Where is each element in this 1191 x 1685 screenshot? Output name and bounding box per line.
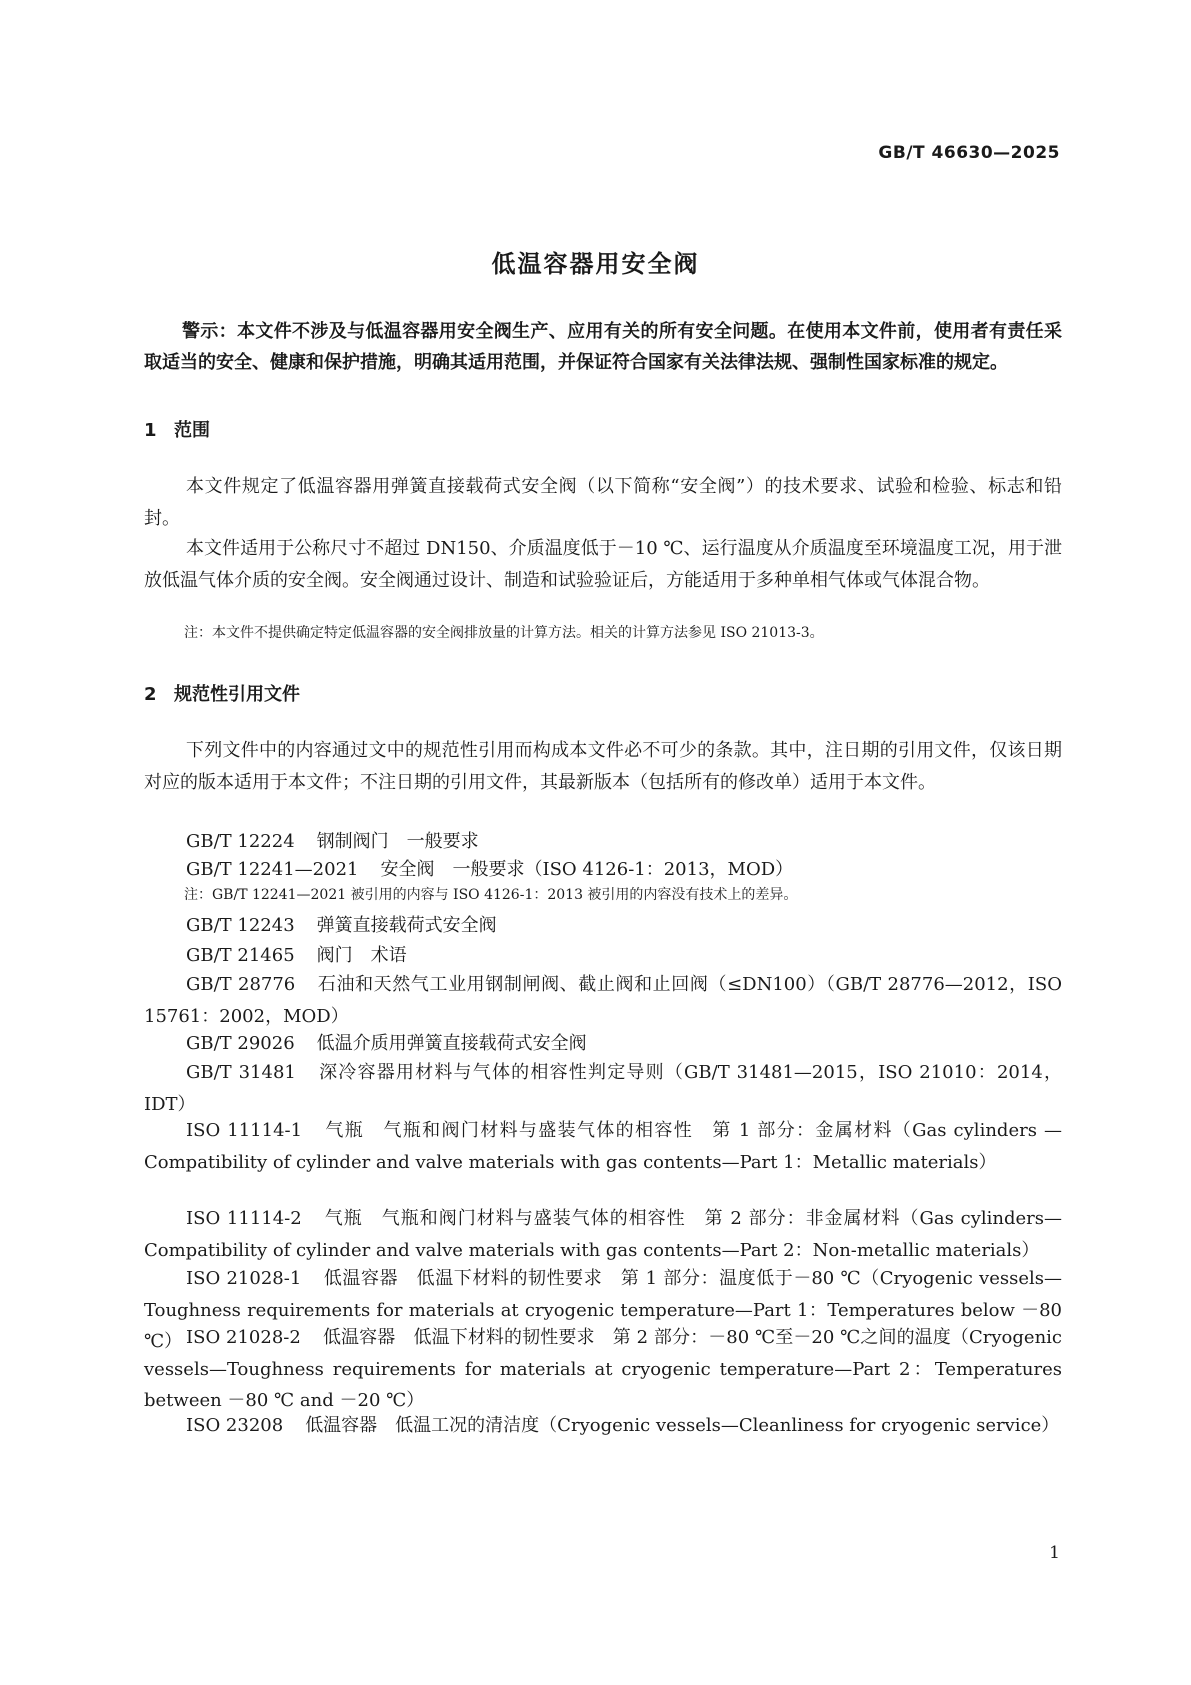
- reference-item: [144, 1057, 1062, 1120]
- reference-title: 石油和天然气工业用钢制闸阀、截止阀和止回阀（≤DN100）（GB/T 28776—2012，ISO 15761：2002，MOD）: [144, 974, 1062, 1027]
- section-2-number: 2: [144, 684, 157, 705]
- section-1-heading: [144, 416, 210, 442]
- reference-code: GB/T 31481: [186, 1062, 296, 1083]
- reference-code: GB/T 12241—2021: [186, 859, 359, 880]
- warning-text: 警示：本文件不涉及与低温容器用安全阀生产、应用有关的所有安全问题。在使用本文件前，使用者有责任采取适当的安全、健康和保护措施，明确其适用范围，并保证符合国家有关法律法规、强制性国家标准的规定。: [144, 321, 1062, 373]
- reference-title: 低温介质用弹簧直接载荷式安全阀: [316, 1033, 587, 1054]
- reference-note: 注：GB/T 12241—2021 被引用的内容与 ISO 4126-1：2013 被引用的内容没有技术上的差异。: [184, 887, 798, 903]
- reference-item: [144, 1115, 1062, 1178]
- reference-title: 深冷容器用材料与气体的相容性判定导则（GB/T 31481—2015，ISO 21010：2014，IDT）: [144, 1062, 1062, 1115]
- reference-item: [144, 826, 1062, 858]
- reference-item: [144, 1028, 1062, 1060]
- page-number: 1: [1049, 1543, 1060, 1563]
- reference-code: GB/T 12243: [186, 915, 295, 936]
- reference-title: 低温容器 低温下材料的韧性要求 第 2 部分：－80 ℃至－20 ℃之间的温度（Cryogenic vessels—Toughness requirements for materials at cryogenic temperature—Part 2：Temperatures between －80 ℃ and －20 ℃）: [144, 1327, 1062, 1411]
- reference-code: ISO 21028-2: [186, 1327, 301, 1348]
- section-1-paragraph: 本文件规定了低温容器用弹簧直接载荷式安全阀（以下简称“安全阀”）的技术要求、试验和检验、标志和铅封。: [144, 476, 1062, 529]
- reference-title: 安全阀 一般要求（ISO 4126-1：2013，MOD）: [380, 859, 794, 880]
- reference-item: [144, 940, 1062, 972]
- reference-title: 低温容器 低温下材料的韧性要求 第 1 部分：温度低于－80 ℃（Cryogenic vessels—Toughness requirements for materials at cryogenic temperature—Part 1：Temperatures below －80 ℃）: [144, 1268, 1062, 1352]
- reference-item: [144, 910, 1062, 942]
- section-2-title: 规范性引用文件: [174, 684, 300, 705]
- standard-code: GB/T 46630—2025: [878, 143, 1060, 163]
- reference-item: [144, 1203, 1062, 1266]
- reference-code: GB/T 12224: [186, 831, 295, 852]
- reference-title: 气瓶 气瓶和阀门材料与盛装气体的相容性 第 1 部分：金属材料（Gas cylinders —Compatibility of cylinder and valve materials with gas contents—Part 1：Metallic materials）: [144, 1120, 1063, 1173]
- section-2-intro: 下列文件中的内容通过文中的规范性引用而构成本文件必不可少的条款。其中，注日期的引用文件，仅该日期对应的版本适用于本文件；不注日期的引用文件，其最新版本（包括所有的修改单）适用于本文件。: [144, 740, 1062, 793]
- document-title: 低温容器用安全阀: [491, 250, 700, 278]
- section-1-title: 范围: [174, 420, 210, 441]
- reference-item: [144, 1322, 1062, 1417]
- reference-title: 弹簧直接载荷式安全阀: [316, 915, 497, 936]
- reference-item: [144, 854, 1062, 886]
- reference-title: 气瓶 气瓶和阀门材料与盛装气体的相容性 第 2 部分：非金属材料（Gas cylinders—Compatibility of cylinder and valve materials with gas contents—Part 2：Non-metallic materials）: [144, 1208, 1062, 1261]
- section-1-number: 1: [144, 420, 157, 441]
- section-1-note: 注：本文件不提供确定特定低温容器的安全阀排放量的计算方法。相关的计算方法参见 ISO 21013-3。: [184, 625, 824, 641]
- reference-item: [144, 1410, 1062, 1442]
- reference-code: ISO 11114-2: [186, 1208, 302, 1229]
- section-1-paragraph: 本文件适用于公称尺寸不超过 DN150、介质温度低于－10 ℃、运行温度从介质温度至环境温度工况，用于泄放低温气体介质的安全阀。安全阀通过设计、制造和试验验证后，方能适用于多种单相气体或气体混合物。: [144, 538, 1062, 591]
- reference-code: ISO 21028-1: [186, 1268, 302, 1289]
- reference-title: 钢制阀门 一般要求: [316, 831, 479, 852]
- reference-code: GB/T 28776: [186, 974, 296, 995]
- reference-code: ISO 23208: [186, 1415, 284, 1436]
- section-2-heading: [144, 680, 300, 706]
- reference-item: [144, 969, 1062, 1032]
- reference-code: GB/T 21465: [186, 945, 295, 966]
- reference-title: 低温容器 低温工况的清洁度（Cryogenic vessels—Cleanliness for cryogenic service）: [305, 1415, 1060, 1436]
- reference-code: ISO 11114-1: [186, 1120, 303, 1141]
- reference-code: GB/T 29026: [186, 1033, 295, 1054]
- reference-title: 阀门 术语: [316, 945, 407, 966]
